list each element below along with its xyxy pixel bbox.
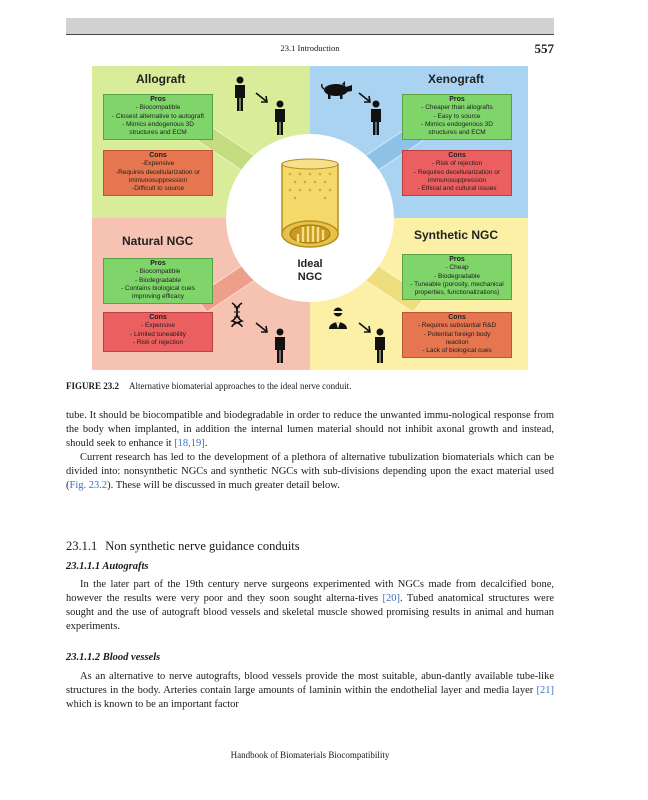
citation-link[interactable]: [21] xyxy=(536,684,554,696)
natural-pros-label: Pros xyxy=(150,260,166,267)
allograft-pros-item: structures and ECM xyxy=(129,129,187,137)
center-label-line1: Ideal xyxy=(297,258,323,270)
natural-cons-item: - Risk of rejection xyxy=(132,338,184,346)
xenograft-pros-item: - Cheaper than allografts xyxy=(421,104,493,112)
subsection-heading-autografts: 23.1.1.1 Autografts xyxy=(66,561,149,572)
paragraph-2-text: Current research has led to the development of a plethora of alternative tubulization biomaterials which can be divided into: nonsynthetic NGCs and synthetic NGCs with sub-divisions depending upon the exact material used ( xyxy=(66,452,554,491)
xenograft-pros-item: structures and ECM xyxy=(428,129,486,137)
synthetic-pros-item: - Tuneable (porosity, mechanical xyxy=(410,280,504,288)
allograft-pros-item: - Biocompatible xyxy=(135,104,181,112)
running-title: 23.1 Introduction xyxy=(280,43,340,53)
allograft-cons-item: immunosuppression xyxy=(128,176,188,184)
subsection-heading-blood-vessels: 23.1.1.2 Blood vessels xyxy=(66,652,161,663)
allograft-cons-item: -Requires decellularization or xyxy=(115,168,201,176)
pig-icon xyxy=(320,80,354,100)
allograft-cons-item: -Difficult to source xyxy=(132,185,184,193)
synthetic-cons-item: reaction xyxy=(445,338,469,346)
top-band xyxy=(66,18,554,34)
autografts-text-end: . Tubed anatomical structures were sought and the use of autograft blood vessels and skeletal muscle showed promising results in animal and human experiments. xyxy=(66,592,554,632)
natural-pros-item: - Biodegradable xyxy=(135,276,181,284)
xenograft-pros-box xyxy=(402,94,512,140)
allograft-pros-label: Pros xyxy=(150,96,166,103)
synthetic-pros-item: properties, functionalizations) xyxy=(414,289,500,297)
xenograft-cons-item: - Requires decellularization or xyxy=(414,168,500,176)
caption-label: FIGURE 23.2 xyxy=(66,381,120,391)
xenograft-pros-label: Pros xyxy=(449,96,465,103)
paragraph-2-end: ). These will be discussed in much greater detail below. xyxy=(107,479,340,491)
autografts-text: In the later part of the 19th century nerve surgeons experimented with NGCs made from decalcified bone, however the results were very poor and they soon sought alterna-tives xyxy=(66,579,554,604)
section-number: 23.1.1 xyxy=(66,539,98,553)
xenograft-pros-item: - Easy to source xyxy=(433,112,481,120)
citation-link[interactable]: [20] xyxy=(382,592,401,604)
allograft-pros-item: - Mimics endogenous 3D xyxy=(122,120,194,128)
person-icon xyxy=(272,328,288,364)
figure-reference-link[interactable]: Fig. 23.2 xyxy=(69,479,108,491)
page-number: 557 xyxy=(534,41,554,56)
nerve-conduit-icon xyxy=(270,150,350,250)
allograft-cons-item: -Expensive xyxy=(141,160,175,168)
xenograft-cons-item: immunosuppression xyxy=(427,176,487,184)
natural-cons-box xyxy=(103,312,213,352)
synthetic-ngc-title: Synthetic NGC xyxy=(414,228,499,242)
person-icon xyxy=(372,328,388,364)
figure-nerve-conduit-approaches xyxy=(92,66,528,370)
natural-cons-item: - Limited tuneability xyxy=(130,330,186,338)
natural-pros-item: improving efficacy xyxy=(132,293,184,301)
paragraph-1-end: . xyxy=(204,437,208,449)
allograft-pros-item: - Closest alternative to autograft xyxy=(111,112,205,120)
blood-vessels-text: As an alternative to nerve autografts, blood vessels provide the most suitable, abun-dantly available tube-like structures in the body. Arteries contain large amounts of laminin within the endothelial layer and media layer xyxy=(66,671,554,696)
synthetic-cons-item: - Lack of biological cues xyxy=(422,347,492,355)
dna-icon xyxy=(230,302,244,328)
synthetic-pros-box xyxy=(402,254,512,300)
paragraph-1-text: tube. It should be biocompatible and biodegradable in order to reduce the unwanted immu-nological response from the body when implanted, in addition the internal lumen material should not inhibit axonal growth and instead, should seek to enhance it xyxy=(66,410,554,449)
center-label-line2: NGC xyxy=(297,271,323,283)
synthetic-cons-item: - Potential foreign body xyxy=(423,330,491,338)
citation-link[interactable]: [18,19] xyxy=(174,437,205,449)
allograft-cons-box xyxy=(103,150,213,196)
natural-pros-item: - Biocompatible xyxy=(135,268,181,276)
section-title: Non synthetic nerve guidance conduits xyxy=(105,539,300,553)
section-heading xyxy=(66,539,300,554)
running-head xyxy=(66,41,554,55)
synthetic-pros-item: - Cheap xyxy=(445,264,469,272)
xenograft-cons-box xyxy=(402,150,512,196)
paragraph-autografts xyxy=(66,578,554,634)
xenograft-cons-item: - Ethical and cultural issues xyxy=(417,185,497,193)
xenograft-cons-label: Cons xyxy=(448,152,466,159)
figure-caption xyxy=(66,381,351,391)
xenograft-cons-item: - Risk of rejection xyxy=(431,160,483,168)
small-arrow-icon xyxy=(358,322,372,334)
synthetic-pros-item: - Biodegradable xyxy=(434,272,480,280)
natural-cons-item: - Expensive xyxy=(141,322,175,330)
person-icon xyxy=(232,76,248,112)
natural-cons-label: Cons xyxy=(149,314,167,321)
synthetic-cons-item: - Requires substantial R&D xyxy=(417,322,497,330)
center-label xyxy=(282,258,338,284)
natural-pros-item: - Contains biological cues xyxy=(120,284,196,292)
paragraph-1 xyxy=(66,409,554,451)
synthetic-cons-label: Cons xyxy=(448,314,466,321)
scientist-icon xyxy=(326,306,350,330)
allograft-title: Allograft xyxy=(136,72,186,86)
allograft-pros-box xyxy=(103,94,213,140)
allograft-cons-label: Cons xyxy=(149,152,167,159)
footer: Handbook of Biomaterials Biocompatibility xyxy=(230,750,390,760)
header-rule xyxy=(66,34,554,35)
xenograft-pros-item: - Mimics endogenous 3D xyxy=(421,120,493,128)
blood-vessels-text-end: which is known to be an important factor xyxy=(66,698,239,710)
paragraph-blood-vessels xyxy=(66,670,554,712)
natural-pros-box xyxy=(103,258,213,304)
natural-ngc-title: Natural NGC xyxy=(122,234,194,248)
synthetic-pros-label: Pros xyxy=(449,256,465,263)
person-icon xyxy=(272,100,288,136)
synthetic-cons-box xyxy=(402,312,512,358)
caption-text: Alternative biomaterial approaches to the ideal nerve conduit. xyxy=(129,381,352,391)
small-arrow-icon xyxy=(255,92,269,104)
small-arrow-icon xyxy=(255,322,269,334)
person-icon xyxy=(368,100,384,136)
paragraph-2 xyxy=(66,451,554,493)
xenograft-title: Xenograft xyxy=(428,72,485,86)
